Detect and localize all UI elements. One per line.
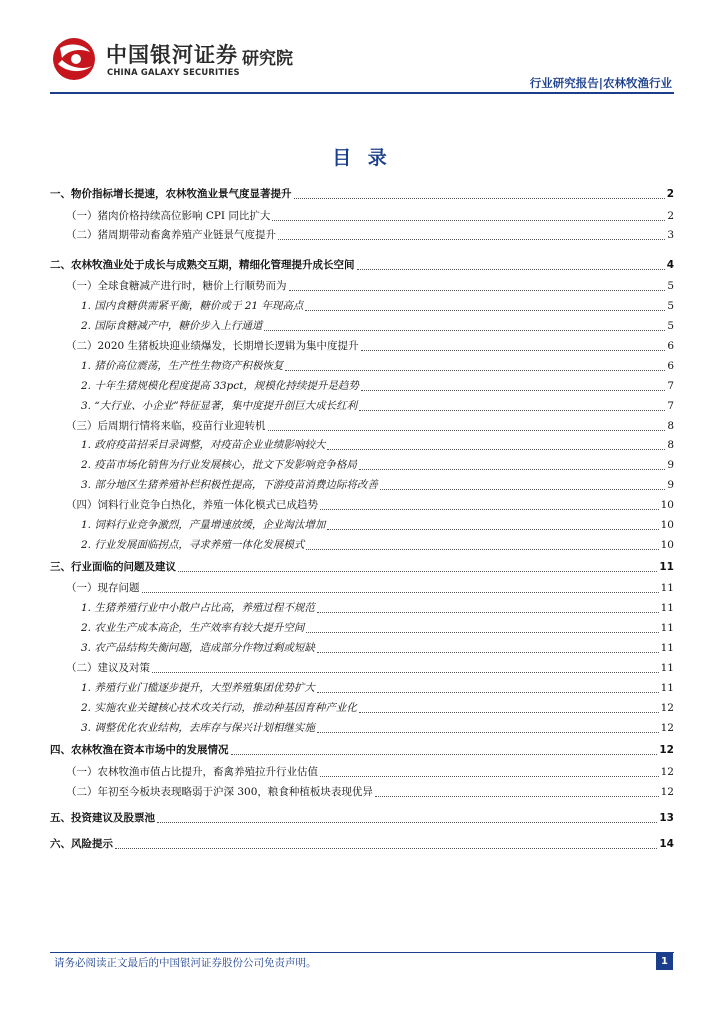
- toc-entry[interactable]: [81, 675, 674, 695]
- header-divider: [50, 92, 674, 94]
- toc-title: 目 录: [332, 147, 392, 169]
- toc-entry-title: 一、物价指标增长提速，农林牧渔业景气度显著提升: [50, 188, 292, 200]
- toc-entry[interactable]: [66, 492, 674, 512]
- toc-entry-page: 4: [666, 259, 674, 271]
- toc-entry-title: 二、农林牧渔业处于成长与成熟交互期，精细化管理提升成长空间: [50, 259, 355, 271]
- toc-dot-leader: [359, 409, 665, 411]
- toc-dot-leader: [157, 821, 657, 823]
- toc-entry[interactable]: [66, 779, 674, 799]
- footer-divider: [50, 952, 674, 953]
- toc-entry-page: 6: [667, 360, 674, 372]
- logo-chinese-name: 中国银河证券: [106, 43, 238, 67]
- toc-dot-leader: [306, 548, 658, 550]
- toc-entry-page: 12: [660, 722, 674, 734]
- toc-entry[interactable]: [66, 203, 674, 223]
- toc-entry-title: （一）猪肉价格持续高位影响 CPI 同比扩大: [66, 210, 271, 222]
- toc-entry-title: 3. 农产品结构失衡问题，造成部分作物过剩或短缺: [81, 642, 315, 654]
- toc-entry-page: 2: [666, 188, 674, 200]
- toc-entry-page: 5: [667, 300, 674, 312]
- toc-dot-leader: [152, 671, 659, 673]
- toc-entry-page: 8: [667, 439, 674, 451]
- toc-entry[interactable]: [66, 759, 674, 779]
- toc-dot-leader: [306, 631, 658, 633]
- toc-entry-page: 11: [660, 662, 674, 674]
- toc-dot-leader: [305, 309, 665, 311]
- toc-dot-leader: [361, 389, 665, 391]
- toc-entry-page: 5: [667, 320, 674, 332]
- toc-entry-title: 3. 部分地区生猪养殖补栏积极性提高，下游疫苗消费边际将改善: [81, 479, 378, 491]
- toc-entry-page: 10: [660, 519, 674, 531]
- toc-entry-page: 3: [667, 229, 674, 241]
- toc-entry-title: （三）后周期行情将来临，疫苗行业迎转机: [66, 420, 266, 432]
- toc-entry[interactable]: [81, 452, 674, 472]
- toc-entry[interactable]: [66, 273, 674, 293]
- toc-entry-page: 12: [660, 786, 674, 798]
- toc-entry-title: 1. 生猪养殖行业中小散户占比高，养殖过程不规范: [81, 602, 315, 614]
- toc-entry-page: 10: [660, 539, 674, 551]
- toc-entry-title: 3. 调整优化农业结构，去库存与保兴计划相继实施: [81, 722, 315, 734]
- toc-entry-page: 10: [660, 499, 674, 511]
- toc-entry[interactable]: [50, 554, 674, 574]
- toc-entry[interactable]: [81, 432, 674, 452]
- toc-dot-leader: [178, 570, 657, 572]
- toc-entry-page: 12: [660, 766, 674, 778]
- toc-entry-title: 2. 十年生猪规模化程度提高 33pct，规模化持续提升是趋势: [81, 380, 359, 392]
- toc-dot-leader: [320, 508, 659, 510]
- toc-entry-title: （二）建议及对策: [66, 662, 150, 674]
- toc-dot-leader: [142, 591, 659, 593]
- toc-dot-leader: [320, 775, 659, 777]
- toc-entry-title: 五、投资建议及股票池: [50, 812, 155, 824]
- galaxy-logo-icon: [50, 34, 102, 84]
- toc-entry-title: 2. 疫苗市场化销售为行业发展核心，批文下发影响竞争格局: [81, 459, 357, 471]
- toc-dot-leader: [115, 847, 657, 849]
- footer-disclaimer: 请务必阅读正文最后的中国银河证券股份公司免责声明。: [54, 957, 317, 969]
- logo-english-name: CHINA GALAXY SECURITIES: [107, 67, 240, 77]
- toc-dot-leader: [317, 691, 659, 693]
- toc-entry-title: （二）猪周期带动畜禽养殖产业链景气度提升: [66, 229, 276, 241]
- toc-entry-page: 12: [659, 744, 674, 756]
- toc-entry-page: 11: [659, 561, 674, 573]
- toc-entry[interactable]: [66, 413, 674, 433]
- toc-entry[interactable]: [50, 181, 674, 201]
- toc-entry[interactable]: [66, 333, 674, 353]
- toc-entry-title: 1. 国内食糖供需紧平衡，糖价或于 21 年现高点: [81, 300, 304, 312]
- toc-entry-page: 11: [660, 682, 674, 694]
- toc-dot-leader: [327, 448, 665, 450]
- logo-institute: 研究院: [242, 49, 293, 69]
- toc-entry-title: 2. 农业生产成本高企，生产效率有较大提升空间: [81, 622, 305, 634]
- toc-dot-leader: [317, 731, 659, 733]
- toc-entry-title: （二）2020 生猪板块迎业绩爆发，长期增长逻辑为集中度提升: [66, 340, 359, 352]
- toc-entry[interactable]: [81, 615, 674, 635]
- toc-entry-title: （一）全球食糖减产进行时，糖价上行顺势而为: [66, 280, 287, 292]
- page-number: 1: [656, 953, 673, 970]
- toc-entry[interactable]: [81, 293, 674, 313]
- toc-entry[interactable]: [66, 222, 674, 242]
- toc-entry-page: 7: [667, 380, 674, 392]
- toc-entry-page: 9: [667, 479, 674, 491]
- toc-dot-leader: [327, 528, 658, 530]
- toc-entry-title: 1. 猪价高位震荡，生产性生物资产积极恢复: [81, 360, 284, 372]
- report-type-label: 行业研究报告|农林牧渔行业: [529, 76, 672, 90]
- toc-entry-title: （四）饲料行业竞争白热化，养殖一体化模式已成趋势: [66, 499, 318, 511]
- toc-entry-page: 2: [667, 210, 674, 222]
- toc-entry[interactable]: [81, 353, 674, 373]
- toc-entry[interactable]: [81, 393, 674, 413]
- toc-entry-title: 四、农林牧渔在资本市场中的发展情况: [50, 744, 229, 756]
- toc-entry[interactable]: [81, 595, 674, 615]
- toc-entry[interactable]: [81, 635, 674, 655]
- toc-entry[interactable]: [81, 512, 674, 532]
- toc-dot-leader: [361, 349, 666, 351]
- toc-entry-page: 9: [667, 459, 674, 471]
- toc-dot-leader: [289, 289, 666, 291]
- toc-dot-leader: [375, 795, 659, 797]
- toc-entry[interactable]: [81, 695, 674, 715]
- toc-entry-page: 11: [660, 582, 674, 594]
- toc-entry-page: 11: [660, 622, 674, 634]
- toc-entry[interactable]: [50, 737, 674, 757]
- toc-dot-leader: [268, 429, 666, 431]
- toc-entry-page: 11: [660, 602, 674, 614]
- toc-entry-title: 1. 养殖行业门槛逐步提升，大型养殖集团优势扩大: [81, 682, 315, 694]
- toc-entry-title: （一）农林牧渔市值占比提升，畜禽养殖拉升行业估值: [66, 766, 318, 778]
- toc-entry[interactable]: [50, 252, 674, 272]
- toc-entry[interactable]: [66, 575, 674, 595]
- toc-entry[interactable]: [81, 313, 674, 333]
- toc-entry[interactable]: [81, 532, 674, 552]
- toc-entry-page: 13: [659, 812, 674, 824]
- toc-dot-leader: [380, 488, 665, 490]
- toc-entry-title: 3. “大行业、小企业”特征显著，集中度提升创巨大成长红利: [81, 400, 358, 412]
- toc-entry[interactable]: [81, 373, 674, 393]
- toc-entry-title: 六、风险提示: [50, 838, 113, 850]
- toc-entry[interactable]: [81, 472, 674, 492]
- toc-entry-title: 三、行业面临的问题及建议: [50, 561, 176, 573]
- toc-entry-page: 12: [660, 702, 674, 714]
- toc-dot-leader: [294, 197, 665, 199]
- toc-entry-page: 6: [667, 340, 674, 352]
- toc-entry-page: 7: [667, 400, 674, 412]
- toc-entry-title: 2. 国际食糖减产中，糖价步入上行通道: [81, 320, 263, 332]
- toc-dot-leader: [264, 329, 665, 331]
- toc-entry-title: 1. 政府疫苗招采目录调整，对疫苗企业业绩影响较大: [81, 439, 326, 451]
- toc-dot-leader: [357, 268, 665, 270]
- toc-dot-leader: [317, 651, 659, 653]
- toc-entry-title: 2. 实施农业关键核心技术攻关行动，推动种基因育种产业化: [81, 702, 357, 714]
- toc-entry[interactable]: [66, 655, 674, 675]
- toc-dot-leader: [272, 219, 665, 221]
- toc-dot-leader: [359, 468, 665, 470]
- toc-entry-title: 2. 行业发展面临拐点，寻求养殖一体化发展模式: [81, 539, 305, 551]
- toc-entry[interactable]: [81, 715, 674, 735]
- toc-entry-title: 1. 饲料行业竞争激烈，产量增速放缓，企业淘汰增加: [81, 519, 326, 531]
- toc-dot-leader: [317, 611, 659, 613]
- toc-dot-leader: [278, 238, 665, 240]
- toc-entry-title: （一）现存问题: [66, 582, 140, 594]
- toc-entry-page: 5: [667, 280, 674, 292]
- toc-entry[interactable]: [50, 805, 674, 825]
- toc-dot-leader: [231, 753, 658, 755]
- toc-entry-title: （二）年初至今板块表现略弱于沪深 300，粮食种植板块表现优异: [66, 786, 373, 798]
- toc-entry[interactable]: [50, 831, 674, 851]
- toc-entry-page: 8: [667, 420, 674, 432]
- toc-entry-page: 11: [660, 642, 674, 654]
- toc-dot-leader: [359, 711, 659, 713]
- toc-dot-leader: [285, 369, 665, 371]
- toc-entry-page: 14: [659, 838, 674, 850]
